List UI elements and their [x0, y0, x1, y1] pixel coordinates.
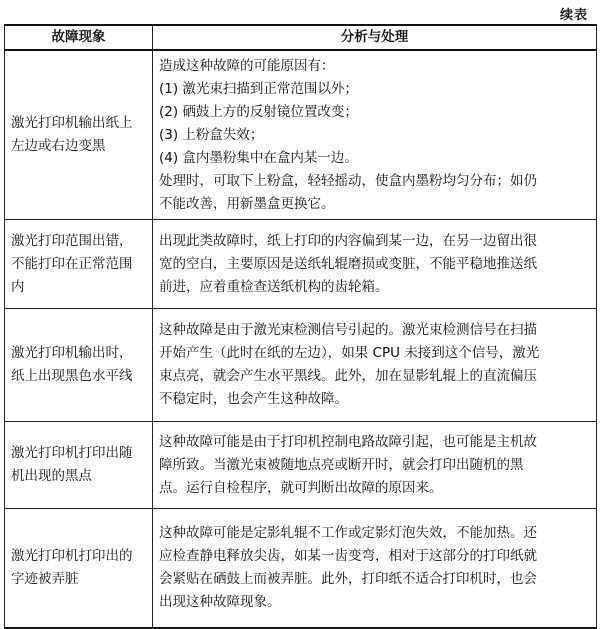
analysis-line: 开始产生（此时在纸的左边），如果 CPU 未接到这个信号，激光	[159, 345, 540, 361]
analysis-line: (3) 上粉盒失效；	[159, 126, 264, 143]
analysis-line: 前进，应着重检查送纸机构的齿轮箱。	[159, 278, 389, 295]
table-row	[5, 509, 597, 629]
analysis-line: 束点亮，就会产生水平黑线。此外，加在显影轧辊上的直流偏压	[159, 368, 537, 384]
phenomenon-line: 激光打印机输出纸上	[11, 115, 133, 131]
analysis-line: 不稳定时，也会产生这种故障。	[159, 391, 348, 407]
analysis-line: 处理时，可取下上粉盒，轻轻摇动，使盒内墨粉均匀分布；如仍	[159, 172, 537, 189]
phenomenon-line: 字迹被弄脏	[11, 571, 79, 587]
phenomenon-line: 纸上出现黑色水平线	[11, 368, 133, 384]
table-row	[5, 309, 597, 422]
analysis-cell	[153, 422, 597, 509]
header-analysis: 分析与处理	[153, 25, 597, 50]
phenomenon-line: 激光打印范围出错，	[11, 232, 133, 249]
analysis-cell	[153, 220, 597, 309]
phenomenon-line: 机出现的黑点	[11, 468, 92, 484]
analysis-line: (2) 硒鼓上方的反射镜位置改变；	[159, 103, 358, 120]
analysis-line: 这种故障是由于激光束检测信号引起的。激光束检测信号在扫描	[159, 322, 537, 338]
phenomenon-line: 激光打印机输出时，	[11, 345, 133, 361]
analysis-cell	[153, 309, 597, 422]
continued-label: 续表	[559, 8, 588, 23]
phenomenon-cell	[5, 509, 153, 629]
analysis-line: 造成这种故障的可能原因有：	[159, 57, 335, 74]
analysis-line: 出现此类故障时，纸上打印的内容偏到某一边，在另一边留出很	[159, 232, 537, 249]
phenomenon-line: 左边或右边变黑	[11, 138, 106, 154]
table-row	[5, 50, 597, 220]
fault-table	[4, 24, 597, 629]
analysis-line: (1) 激光束扫描到正常范围以外；	[159, 80, 358, 97]
analysis-line: (4) 盒内墨粉集中在盒内某一边。	[159, 149, 358, 166]
analysis-line: 障所致。当激光束被随地点亮或断开时，就会打印出随机的黑	[159, 456, 524, 473]
phenomenon-line: 激光打印机打印出的	[11, 548, 133, 564]
analysis-line: 不能改善，用新墨盒更换它。	[159, 195, 335, 212]
phenomenon-line: 激光打印机打印出随	[11, 445, 133, 461]
phenomenon-line: 内	[11, 278, 25, 295]
analysis-line: 这种故障可能是由于打印机控制电路故障引起，也可能是主机故	[159, 433, 537, 450]
analysis-line: 这种故障可能是定影轧辊不工作或定影灯泡失效，不能加热。还	[159, 525, 537, 541]
table-row	[5, 422, 597, 509]
header-row	[5, 25, 597, 50]
analysis-cell	[153, 50, 597, 220]
analysis-line: 应检查静电释放尖齿，如某一齿变弯，相对于这部分的打印纸就	[159, 548, 537, 564]
phenomenon-cell	[5, 50, 153, 220]
analysis-line: 出现这种故障现象。	[159, 594, 281, 610]
header-phenomenon: 故障现象	[5, 25, 153, 50]
phenomenon-cell	[5, 309, 153, 422]
analysis-line: 宽的空白，主要原因是送纸轧辊磨损或变脏，不能平稳地推送纸	[159, 255, 537, 272]
phenomenon-line: 不能打印在正常范围	[11, 255, 133, 272]
phenomenon-cell	[5, 422, 153, 509]
analysis-line: 会紧贴在硒鼓上而被弄脏。此外，打印纸不适合打印机时，也会	[159, 571, 537, 587]
phenomenon-cell	[5, 220, 153, 309]
analysis-line: 点。运行自检程序，就可判断出故障的原因来。	[159, 479, 443, 496]
table-row	[5, 220, 597, 309]
analysis-cell	[153, 509, 597, 629]
